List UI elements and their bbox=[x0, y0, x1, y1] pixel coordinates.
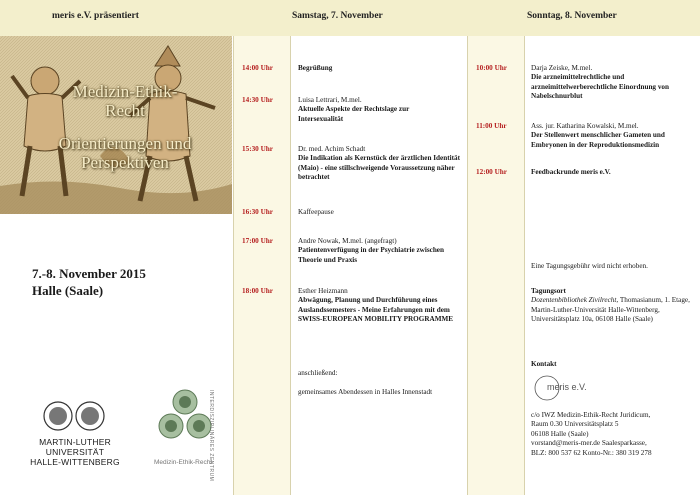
day1-slot-2 bbox=[298, 96, 456, 124]
day1-slot-3-speaker: Dr. med. Achim Schadt bbox=[298, 145, 366, 153]
mlu-seal-icon bbox=[30, 400, 120, 432]
day1-slot-3-title: Die Indikation als Kernstück der ärztlichen Identität (Maio) - eine stillschweigende Voraussetzung näher betrachtet bbox=[298, 154, 460, 182]
day2-slot-1 bbox=[531, 64, 696, 102]
izm-caption: Medizin-Ethik-Recht bbox=[154, 459, 213, 466]
contact-label-text: Kontakt bbox=[531, 360, 557, 368]
fee-note: Eine Tagungsgebühr wird nicht erhoben. bbox=[531, 262, 648, 270]
day1-time-6: 18:00 Uhr bbox=[242, 287, 273, 295]
address-line-4: vorstand@meris-mer.de Saalesparkasse, bbox=[531, 439, 647, 448]
day2-time-2: 11:00 Uhr bbox=[476, 122, 507, 130]
day2-slot-2 bbox=[531, 122, 696, 150]
header-presenter: meris e.V. präsentiert bbox=[52, 11, 139, 21]
venue-name: Dozentenbibliothek Zivilrecht, bbox=[531, 296, 619, 305]
day2-time-3: 12:00 Uhr bbox=[476, 168, 507, 176]
address-line-3: 06108 Halle (Saale) bbox=[531, 429, 589, 438]
event-place: Halle (Saale) bbox=[32, 283, 104, 298]
title-line-2: Recht bbox=[105, 101, 145, 120]
day2-slot-1-title: Die arzneimittelrechtliche und arzneimittelwerberechtliche Einordnung von Nabelschnurblut bbox=[531, 73, 670, 101]
venue-label: Tagungsort bbox=[531, 287, 566, 295]
meris-logo-text: meris e.V. bbox=[547, 382, 587, 392]
time-column-day2 bbox=[467, 36, 524, 495]
mlu-logo bbox=[30, 400, 120, 467]
day1-time-5: 17:00 Uhr bbox=[242, 237, 273, 245]
day1-slot-2-title: Aktuelle Aspekte der Rechtslage zur Intersexualität bbox=[298, 105, 410, 123]
day2-slot-1-speaker: Darja Zeiske, M.mel. bbox=[531, 64, 593, 72]
contact-label bbox=[531, 360, 557, 369]
izm-seals-icon bbox=[155, 388, 215, 450]
title-line-1: Medizin-Ethik- bbox=[72, 82, 178, 101]
day2-slot-2-speaker: Ass. jur. Katharina Kowalski, M.mel. bbox=[531, 122, 639, 130]
day2-slot-2-title: Der Stellenwert menschlicher Gameten und Embryonen in der Reproduktionsmedizin bbox=[531, 131, 665, 149]
day2-time-1: 10:00 Uhr bbox=[476, 64, 507, 72]
address-line-2: Raum 0.30 Universitätsplatz 5 bbox=[531, 420, 619, 429]
izm-vertical-text: INTERDISZIPLINÄRES ZENTRUM bbox=[208, 390, 214, 482]
address-line-1: c/o IWZ Medizin-Ethik-Recht Juridicum, bbox=[531, 411, 651, 419]
day1-time-3: 15:30 Uhr bbox=[242, 145, 273, 153]
day2-slot-3-title: Feedbackrunde meris e.V. bbox=[531, 168, 611, 176]
meris-logo bbox=[533, 374, 603, 402]
venue bbox=[531, 287, 693, 325]
event-title bbox=[20, 82, 230, 172]
day1-slot-5 bbox=[298, 237, 456, 265]
title-line-3: Orientierungen und bbox=[58, 134, 192, 153]
izm-logo bbox=[150, 388, 230, 482]
day1-slot-2-speaker: Luisa Lettrari, M.mel. bbox=[298, 96, 362, 104]
mlu-line-3: HALLE-WITTENBERG bbox=[30, 457, 120, 467]
header-day1: Samstag, 7. November bbox=[292, 11, 383, 21]
mlu-line-1: MARTIN-LUTHER bbox=[39, 437, 111, 447]
mlu-line-2: UNIVERSITÄT bbox=[45, 447, 105, 457]
day1-dinner: gemeinsames Abendessen in Halles Innenstadt bbox=[298, 388, 433, 396]
day1-slot-6-title: Abwägung, Planung und Durchführung eines Auslandssemesters - Meine Erfahrungen mit dem SWISS-EUROPEAN MOBILITY PROGRAMME bbox=[298, 296, 454, 324]
day1-slot-1 bbox=[298, 64, 460, 73]
contact-address bbox=[531, 411, 652, 458]
day1-slot-6-speaker: Esther Heizmann bbox=[298, 287, 348, 295]
day1-time-2: 14:30 Uhr bbox=[242, 96, 273, 104]
address-line-5: BLZ: 800 537 62 Konto-Nr.: 380 319 278 bbox=[531, 448, 652, 457]
day1-after-label: anschließend: bbox=[298, 369, 338, 377]
day1-slot-4: Kaffeepause bbox=[298, 208, 334, 216]
day1-slot-5-title: Patientenverfügung in der Psychiatrie zwischen Theorie und Praxis bbox=[298, 246, 444, 264]
day1-time-4: 16:30 Uhr bbox=[242, 208, 273, 216]
day2-slot-3 bbox=[531, 168, 696, 177]
header-day2: Sonntag, 8. November bbox=[527, 11, 617, 21]
venue-address: Thomasianum, 1. Etage, Martin-Luther-Universität Halle-Wittenberg, Universitätsplatz 10a, 06108 Halle (Saale) bbox=[531, 296, 690, 324]
day1-slot-1-title: Begrüßung bbox=[298, 64, 333, 72]
day1-slot-6 bbox=[298, 287, 460, 325]
title-line-4: Perspektiven bbox=[81, 153, 169, 172]
day1-time-1: 14:00 Uhr bbox=[242, 64, 273, 72]
event-dates: 7.-8. November 2015 bbox=[32, 266, 146, 281]
time-column-day1 bbox=[233, 36, 290, 495]
day1-slot-3 bbox=[298, 145, 460, 183]
day1-slot-5-speaker: Andre Nowak, M.mel. (angefragt) bbox=[298, 237, 397, 245]
